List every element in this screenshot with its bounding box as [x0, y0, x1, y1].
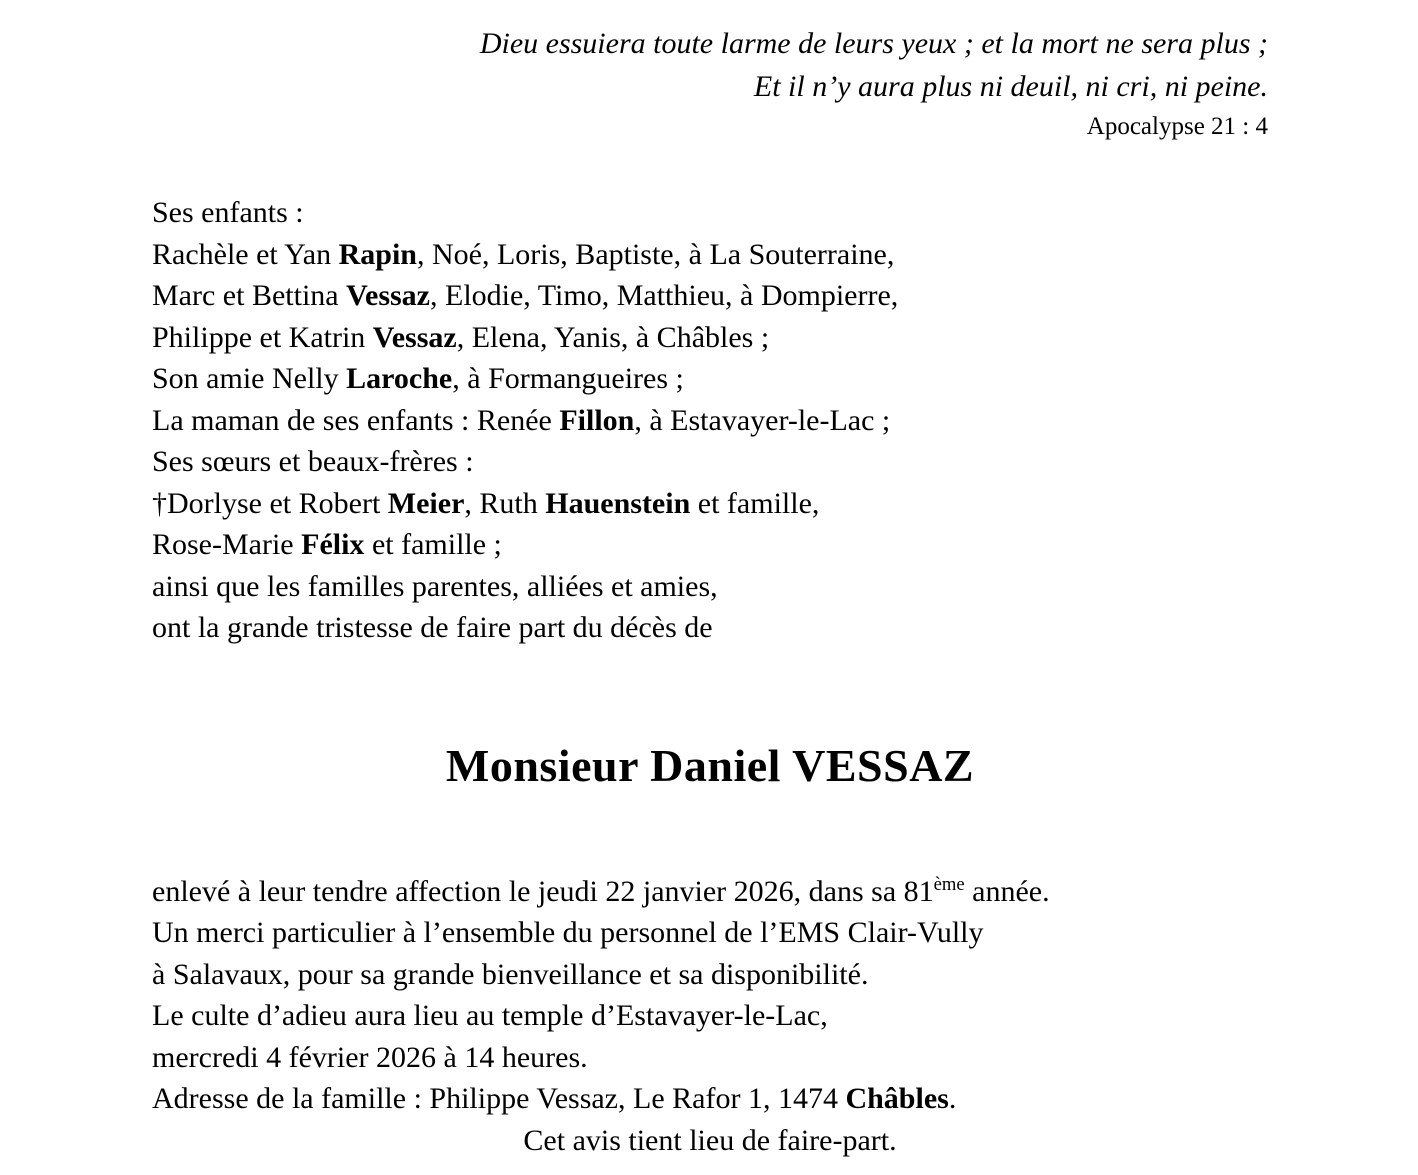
quote-line-2: Et il n’y aura plus ni deuil, ni cri, ni peine. — [753, 70, 1268, 103]
announcement-details — [152, 871, 1268, 1162]
detail-line: enlevé à leur tendre affection le jeudi 22 janvier 2026, dans sa 81ème année. — [152, 873, 1050, 908]
family-line: La maman de ses enfants : Renée Fillon, à Estavayer-le-Lac ; — [152, 403, 891, 437]
quote-line-1: Dieu essuiera toute larme de leurs yeux ; et la mort ne sera plus ; — [479, 27, 1268, 60]
detail-line: mercredi 4 février 2026 à 14 heures. — [152, 1040, 588, 1074]
family-line: ont la grande tristesse de faire part du décès de — [152, 611, 713, 644]
closing-line: Cet avis tient lieu de faire-part. — [523, 1123, 897, 1157]
detail-line: Adresse de la famille : Philippe Vessaz, Le Rafor 1, 1474 Châbles. — [152, 1082, 957, 1115]
detail-line: Le culte d’adieu aura lieu au temple d’Estavayer-le-Lac, — [152, 999, 828, 1032]
family-line: †Dorlyse et Robert Meier, Ruth Hauenstein et famille, — [152, 486, 820, 520]
scripture-reference: Apocalypse 21 : 4 — [1086, 113, 1268, 140]
family-line: Ses sœurs et beaux-frères : — [152, 445, 474, 478]
family-line: Rachèle et Yan Rapin, Noé, Loris, Baptiste, à La Souterraine, — [152, 237, 895, 271]
family-line: ainsi que les familles parentes, alliées et amies, — [152, 569, 718, 603]
scripture-quote — [152, 22, 1268, 145]
family-line: Philippe et Katrin Vessaz, Elena, Yanis, à Châbles ; — [152, 320, 770, 354]
family-line: Marc et Bettina Vessaz, Elodie, Timo, Matthieu, à Dompierre, — [152, 279, 899, 312]
detail-line: à Salavaux, pour sa grande bienveillance et sa disponibilité. — [152, 957, 869, 991]
family-line: Ses enfants : — [152, 196, 304, 229]
deceased-name: Monsieur Daniel VESSAZ — [445, 739, 975, 791]
family-list — [152, 192, 1268, 649]
family-line: Rose-Marie Félix et famille ; — [152, 528, 502, 561]
detail-line: Un merci particulier à l’ensemble du personnel de l’EMS Clair-Vully — [152, 916, 984, 949]
family-line: Son amie Nelly Laroche, à Formangueires ; — [152, 362, 684, 395]
